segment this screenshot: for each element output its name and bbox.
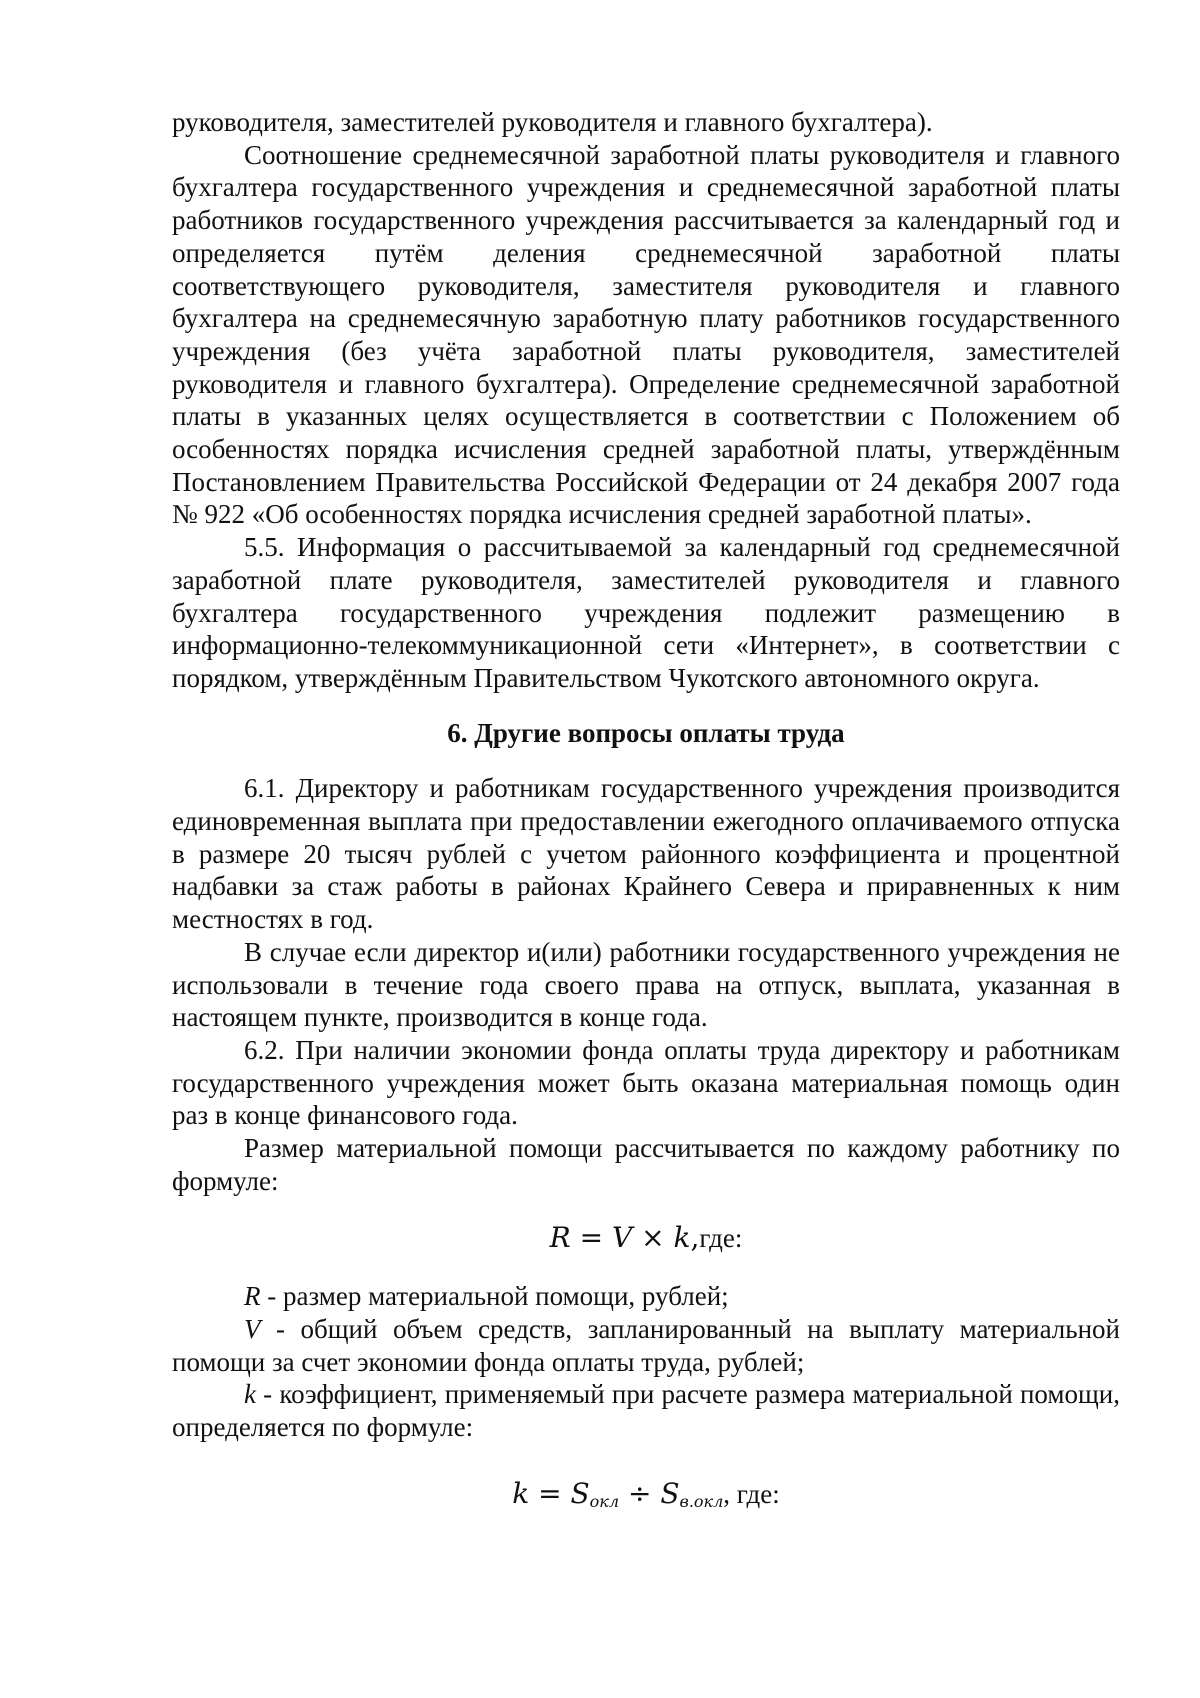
formula-var-r: R bbox=[549, 1220, 571, 1254]
paragraph-6-1-case: В случае если директор и(или) работники государственного учреждения не использовали в течение года своего права на отпуск, выплата, указанная в настоящем пункте, производится в конце года. bbox=[172, 936, 1120, 1033]
formula2-sub-v-okl: в.окл bbox=[679, 1491, 724, 1511]
formula-times: × bbox=[632, 1220, 674, 1254]
definition-r-text: - размер материальной помощи, рублей; bbox=[260, 1281, 729, 1312]
definition-k-text: - коэффициент, применяемый при расчете размера материальной помощи, определяется по формуле: bbox=[172, 1379, 1120, 1443]
paragraph-6-1: 6.1. Директору и работникам государственного учреждения производится единовременная выплата при предоставлении ежегодного оплачиваемого отпуска в размере 20 тысяч рублей с учетом районного коэффициента и процентной надбавки за стаж работы в районах Крайнего Севера и приравненных к ним местностях в год. bbox=[172, 773, 1120, 935]
formula2-where: где: bbox=[730, 1478, 780, 1509]
definition-k bbox=[172, 1378, 1120, 1443]
formula-material-aid bbox=[172, 1222, 1120, 1255]
formula2-var-s-v-okl: S bbox=[660, 1476, 680, 1510]
formula-comma: , bbox=[690, 1220, 700, 1254]
definition-v bbox=[172, 1313, 1120, 1378]
section-heading: 6. Другие вопросы оплаты труда bbox=[447, 717, 845, 748]
formula2-equals: = bbox=[529, 1476, 571, 1510]
definition-v-var: V bbox=[244, 1313, 261, 1344]
formula2-var-s-okl: S bbox=[570, 1476, 590, 1510]
paragraph-6-2: 6.2. При наличии экономии фонда оплаты труда директору и работникам государственного учреждения может быть оказана материальная помощь один раз в конце финансового года. bbox=[172, 1034, 1120, 1131]
paragraph-intro: руководителя, заместителей руководителя и главного бухгалтера). bbox=[172, 107, 933, 137]
paragraph-size-formula-intro: Размер материальной помощи рассчитывается по каждому работнику по формуле: bbox=[172, 1133, 1120, 1196]
formula-var-v: V bbox=[612, 1220, 633, 1254]
paragraph-salary-ratio: Соотношение среднемесячной заработной платы руководителя и главного бухгалтера государственного учреждения и среднемесячной заработной платы работников государственного учреждения рассчитывается за календарный год и определяется путём деления среднемесячной заработной платы соответствующего руководителя, заместителя руководителя и главного бухгалтера на среднемесячную заработную плату работников государственного учреждения (без учёта заработной платы руководителя, заместителей руководителя и главного бухгалтера). Определение среднемесячной заработной платы в указанных целях осуществляется в соответствии с Положением об особенностях порядка исчисления средней заработной платы, утверждённым Постановлением Правительства Российской Федерации от 24 декабря 2007 года № 922 «Об особенностях порядка исчисления средней заработной платы». bbox=[172, 139, 1120, 530]
formula-equals: = bbox=[570, 1220, 613, 1254]
formula2-divide: ÷ bbox=[619, 1476, 661, 1510]
document-page bbox=[172, 106, 1120, 1544]
formula-var-k: k bbox=[673, 1220, 691, 1254]
definition-r bbox=[172, 1280, 1120, 1313]
formula2-sub-okl: окл bbox=[589, 1491, 620, 1511]
definition-v-text: - общий объем средств, запланированный на выплату материальной помощи за счет экономии фонда оплаты труда, рублей; bbox=[172, 1313, 1120, 1377]
formula2-var-k: k bbox=[512, 1476, 530, 1510]
definition-k-var: k bbox=[244, 1379, 256, 1410]
definition-r-var: R bbox=[244, 1281, 261, 1312]
formula-coefficient bbox=[172, 1478, 1120, 1519]
formula-where: где: bbox=[699, 1222, 743, 1253]
formula2-comma: , bbox=[723, 1478, 731, 1509]
paragraph-5-5: 5.5. Информация о рассчитываемой за календарный год среднемесячной заработной плате руководителя, заместителей руководителя и главного бухгалтера государственного учреждения подлежит размещению в информационно-телекоммуникационной сети «Интернет», в соответствии с порядком, утверждённым Правительством Чукотского автономного округа. bbox=[172, 532, 1120, 693]
